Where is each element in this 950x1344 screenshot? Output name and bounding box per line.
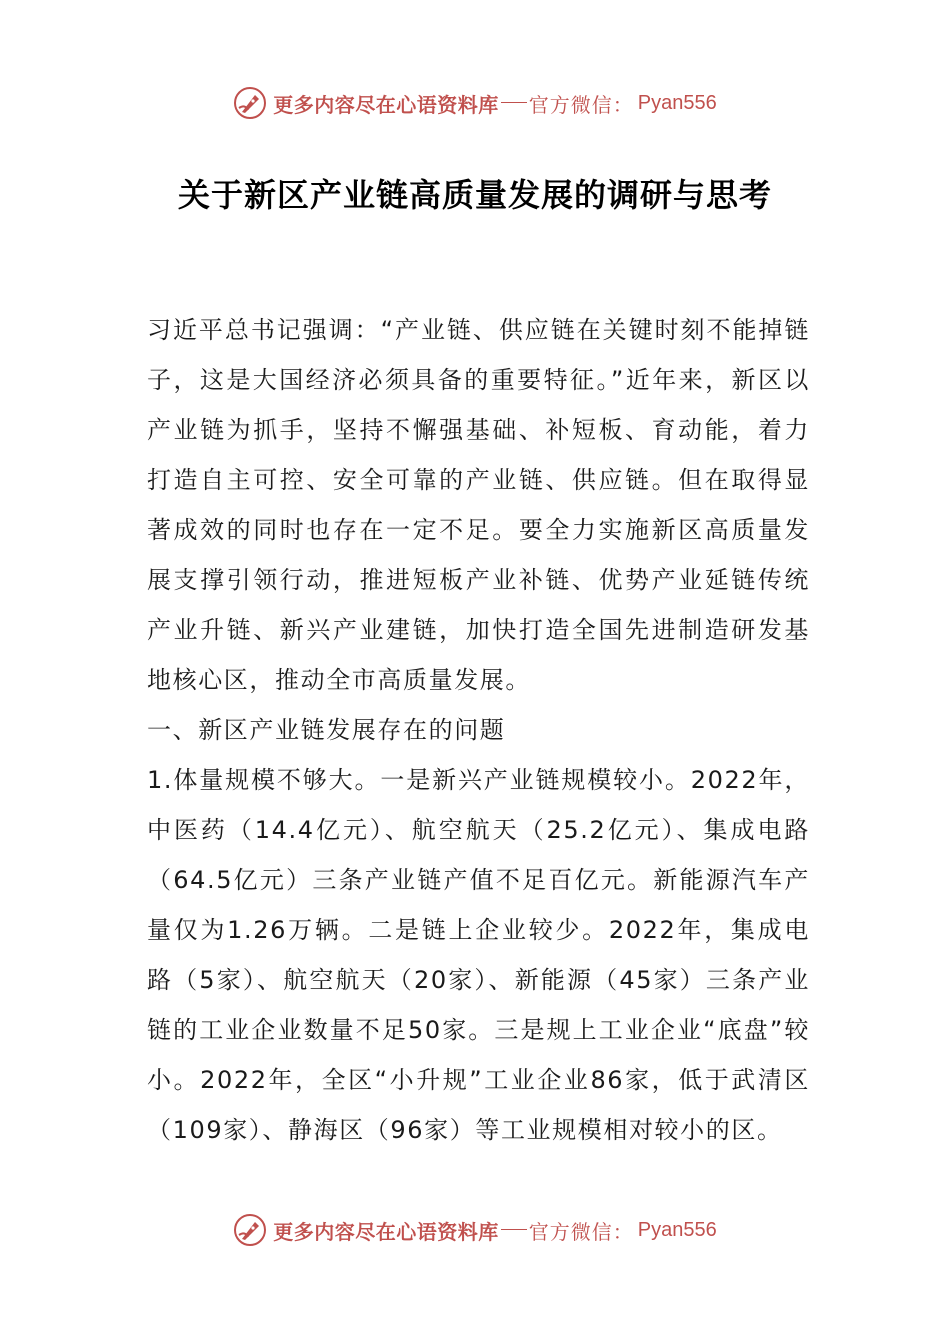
- watermark-header: [0, 83, 950, 123]
- body-paragraph: 1.体量规模不够大。一是新兴产业链规模较小。2022年，中医药（14.4亿元）、航空航天（25.2亿元）、集成电路（64.5亿元）三条产业链产值不足百亿元。新能源汽车产量仅为1.26万辆。二是链上企业较少。2022年，集成电路（5家）、航空航天（20家）、新能源（45家）三条产业链的工业企业数量不足50家。三是规上工业企业“底盘”较小。2022年，全区“小升规”工业企业86家，低于武清区（109家）、静海区（96家）等工业规模相对较小的区。: [147, 766, 810, 1144]
- watermark-wechat-id: Pyan556: [637, 91, 717, 114]
- watermark-wechat-label: 官方微信：: [528, 92, 634, 117]
- watermark-brand: 更多内容尽在心语资料库: [273, 1219, 499, 1244]
- watermark-footer: [0, 1210, 950, 1250]
- document-title: 关于新区产业链高质量发展的调研与思考: [177, 176, 772, 214]
- watermark-dash: [501, 102, 527, 103]
- watermark-wechat-label: 官方微信：: [528, 1219, 634, 1244]
- watermark-brand: 更多内容尽在心语资料库: [273, 92, 499, 117]
- document-body: [147, 305, 810, 1155]
- watermark-dash: [501, 1229, 527, 1230]
- intro-paragraph: 习近平总书记强调：“产业链、供应链在关键时刻不能掉链子，这是大国经济必须具备的重要特征。”近年来，新区以产业链为抓手，坚持不懈强基础、补短板、育动能，着力打造自主可控、安全可靠的产业链、供应链。但在取得显著成效的同时也存在一定不足。要全力实施新区高质量发展支撑引领行动，推进短板产业补链、优势产业延链传统产业升链、新兴产业建链，加快打造全国先进制造研发基地核心区，推动全市高质量发展。: [147, 316, 810, 694]
- pen-nib-logo-icon: [233, 1213, 267, 1247]
- pen-nib-logo-icon: [233, 86, 267, 120]
- watermark-wechat-id: Pyan556: [637, 1218, 717, 1241]
- section-heading: 一、新区产业链发展存在的问题: [147, 716, 506, 744]
